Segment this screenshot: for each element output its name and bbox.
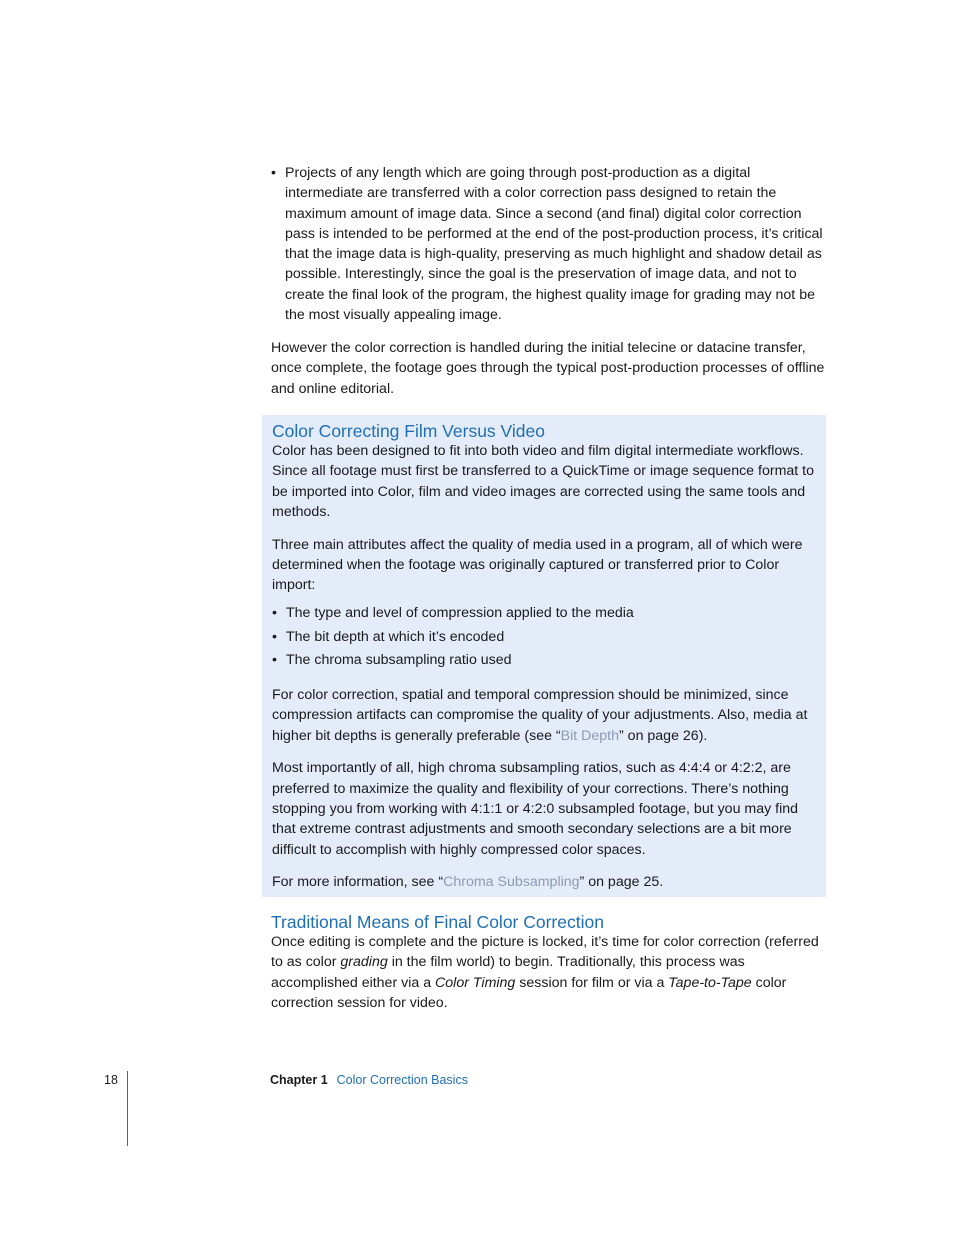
sidebar-paragraph: Most importantly of all, high chroma subsampling ratios, such as 4:4:4 or 4:2:2, are preferred to maximize the quality and flexibility of your corrections. There’s nothing stopping you from working with 4:1:1 or 4:2:0 subsampled footage, but you may find that extreme contrast adjustments and smooth secondary selections are a bit more difficult to accomplish with highly compressed color spaces.: [272, 760, 799, 858]
top-bullet-list: [271, 163, 831, 325]
list-item: • The type and level of compression applied to the media: [272, 602, 820, 626]
section-traditional-means: [271, 912, 831, 1013]
list-item: • The chroma subsampling ratio used: [272, 649, 820, 673]
chroma-subsampling-link[interactable]: Chroma Subsampling: [443, 874, 580, 891]
section-heading: Traditional Means of Final Color Correction: [271, 912, 604, 932]
body-paragraph: However the color correction is handled during the initial telecine or datacine transfer, once complete, the footage goes through the typical post-production processes of offline and online editorial.: [271, 340, 825, 397]
chapter-title: Color Correction Basics: [336, 1073, 468, 1087]
sidebar-paragraph: For more information, see “Chroma Subsampling” on page 25.: [272, 874, 664, 891]
sidebar-bullet-list: [272, 602, 820, 673]
bit-depth-link[interactable]: Bit Depth: [560, 727, 620, 744]
list-item: [271, 163, 831, 325]
bullet-text: Projects of any length which are going through post-production as a digital intermediate are transferred with a color correction pass designed to retain the maximum amount of image data. Since a second (and final) digital color correction pass is intended to be performed at the end of the post-production process, it’s critical that the image data is high-quality, preserving as much highlight and shadow detail as possible. Interestingly, since the goal is the preservation of image data, and not to create the final look of the program, the highest quality image for grading may not be the most visually appealing image.: [285, 165, 823, 324]
body-paragraph: Once editing is complete and the picture is locked, it’s time for color correction (referred to as color grading in the film world) to begin. Traditionally, this process was accomplished either via a Color Timing session for film or via a Tape-to-Tape color correction session for video.: [271, 934, 819, 1011]
page-number: 18: [104, 1073, 118, 1087]
bullet-icon: •: [272, 605, 277, 622]
sidebar-paragraph: For color correction, spatial and temporal compression should be minimized, since compression artifacts can compromise the quality of your adjustments. Also, media at higher bit depths is generally preferable (see “Bit Depth” on page 26).: [272, 687, 808, 744]
chapter-label: Chapter 1: [270, 1073, 328, 1087]
footer-divider: [127, 1071, 128, 1146]
list-item: • The bit depth at which it’s encoded: [272, 626, 820, 650]
sidebar-box: [262, 415, 826, 897]
bullet-icon: •: [272, 628, 277, 645]
sidebar-heading: Color Correcting Film Versus Video: [272, 421, 545, 441]
footer-chapter: [270, 1072, 468, 1088]
bullet-icon: •: [271, 165, 276, 181]
bullet-icon: •: [272, 652, 277, 669]
sidebar-paragraph: Color has been designed to fit into both video and film digital intermediate workflows. Since all footage must first be transferred to a QuickTime or image sequence format to be imported into Color, film and video images are corrected using the same tools and methods.: [272, 443, 814, 520]
sidebar-paragraph: Three main attributes affect the quality of media used in a program, all of which were determined when the footage was originally captured or transferred prior to Color import:: [272, 536, 803, 594]
